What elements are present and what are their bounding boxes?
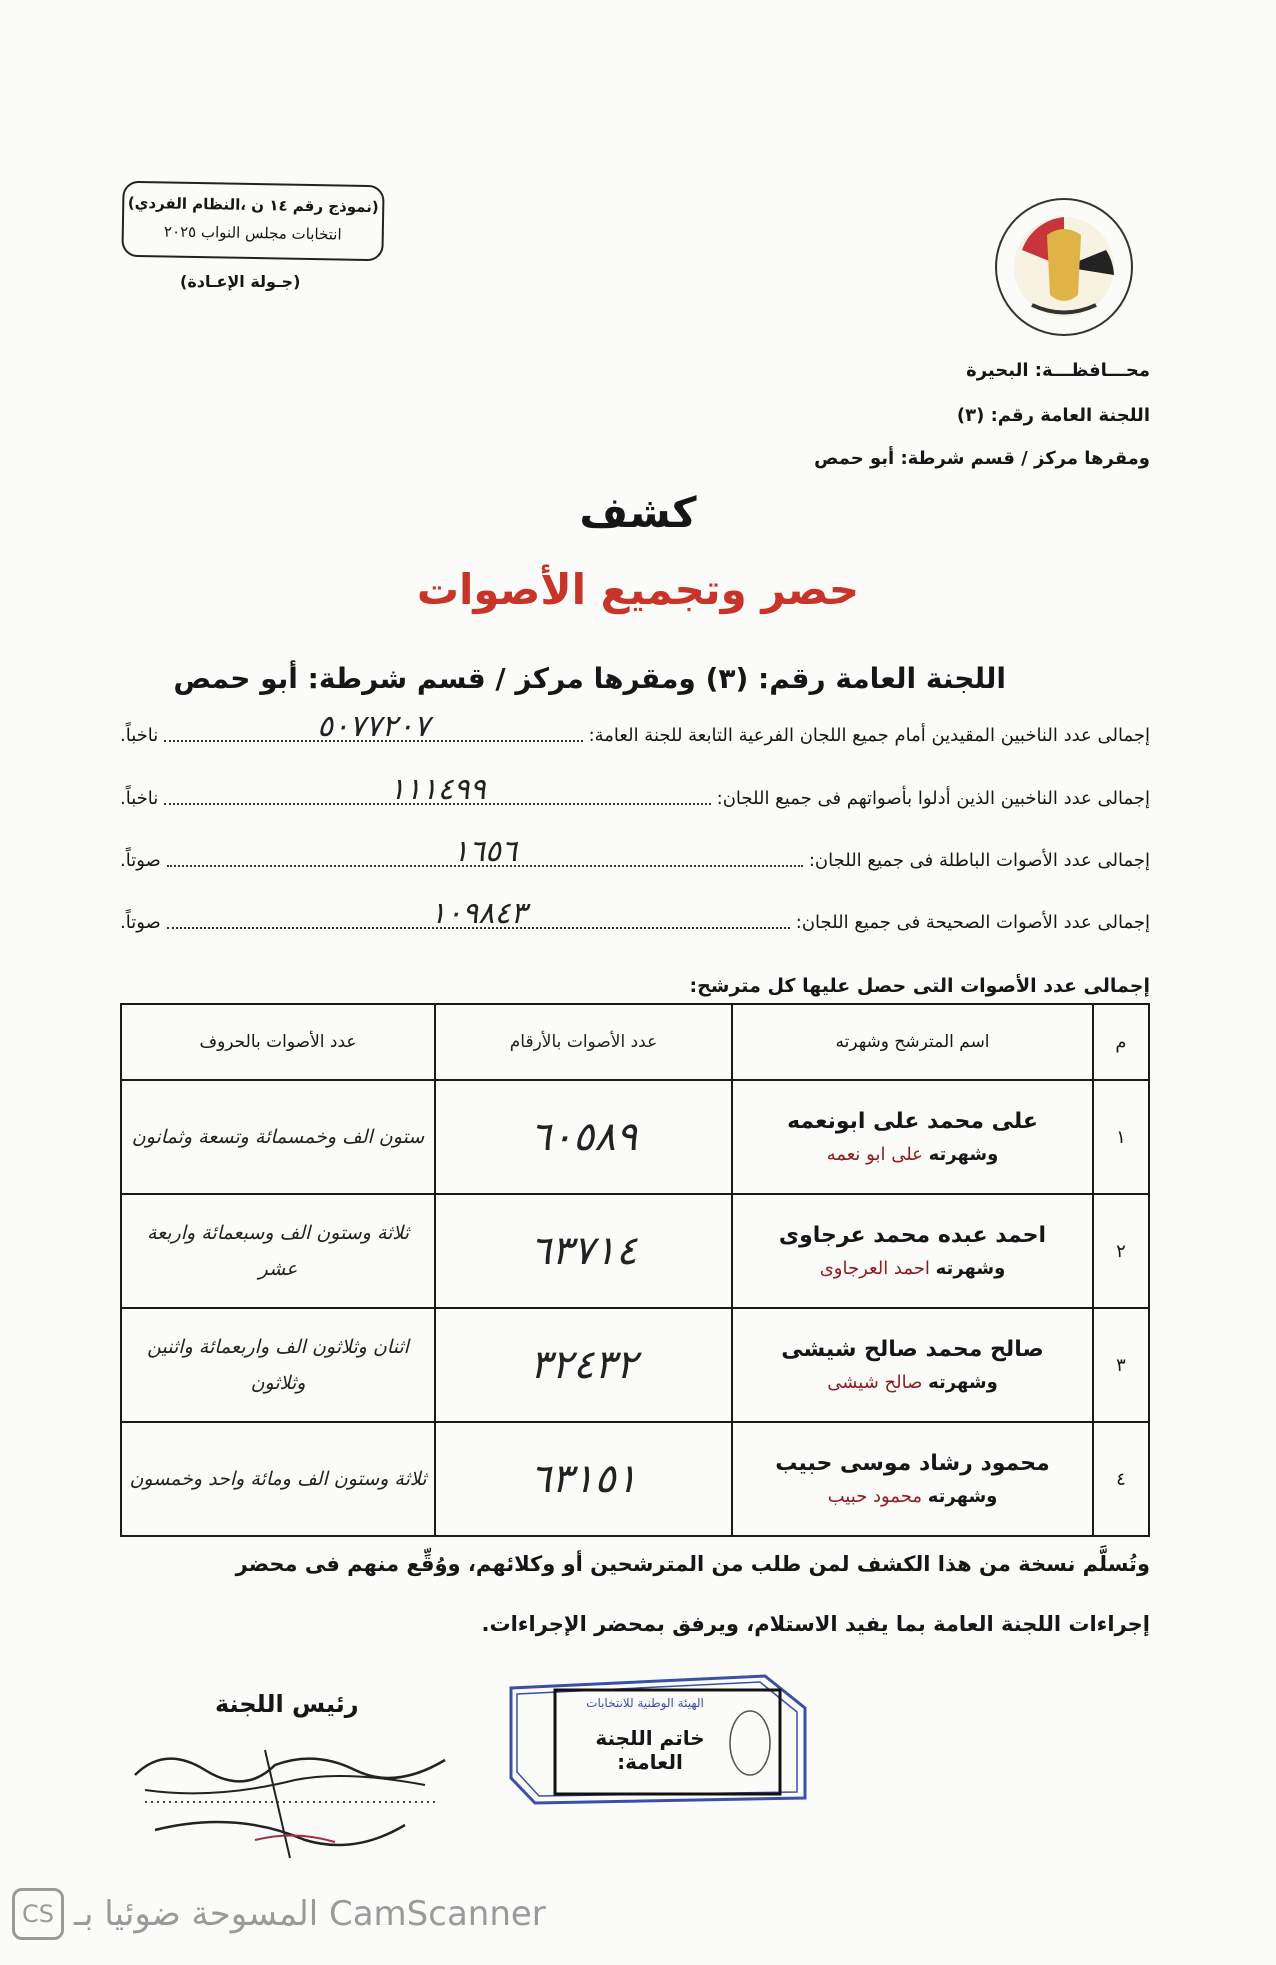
candidate-nick: صالح شيشى <box>827 1372 923 1393</box>
total-valid <box>120 896 1150 933</box>
election-name: انتخابات مجلس النواب ٢٠٢٥ <box>163 222 342 244</box>
candidates-table <box>120 1003 1150 1537</box>
row-no: ٢ <box>1093 1194 1149 1308</box>
total-value: ١٦٥٦ <box>452 834 518 869</box>
votes-words: ثلاثة وستون الف وسبعمائة واربعة عشر <box>121 1194 435 1308</box>
table-row <box>121 1080 1149 1194</box>
header-no: م <box>1093 1004 1149 1080</box>
total-label: إجمالى عدد الناخبين الذين أدلوا بأصواتهم فى جميع اللجان: <box>716 788 1150 809</box>
row-no: ٣ <box>1093 1308 1149 1422</box>
total-voted <box>120 772 1150 809</box>
total-value: ٥٠٧٧٢٠٧ <box>317 709 430 744</box>
header-words: عدد الأصوات بالحروف <box>121 1004 435 1080</box>
candidate-cell <box>732 1308 1093 1422</box>
table-row <box>121 1422 1149 1536</box>
camscanner-logo-icon: CS <box>12 1888 64 1940</box>
committee-number: اللجنة العامة رقم: (٣) <box>956 405 1150 426</box>
nick-prefix: وشهرته <box>928 1144 999 1165</box>
votes-digits: ٣٢٤٣٢ <box>435 1308 732 1422</box>
candidate-name: صالح محمد صالح شيشى <box>781 1337 1044 1362</box>
row-no: ٤ <box>1093 1422 1149 1536</box>
committee-heading: اللجنة العامة رقم: (٣) ومقرها مركز / قسم شرطة: أبو حمص <box>173 662 1006 695</box>
row-no: ١ <box>1093 1080 1149 1194</box>
governorate: محـــافظـــة: البحيرة <box>966 360 1150 381</box>
form-number: (نموذج رقم ١٤ ن ،النظام الفردي) <box>127 193 379 217</box>
total-unit: ناخباً. <box>120 788 159 809</box>
document-title: كشف <box>579 488 697 537</box>
total-label: إجمالى عدد الأصوات الباطلة فى جميع اللجان: <box>808 850 1150 871</box>
form-number-box <box>121 181 384 262</box>
watermark-text: CamScanner المسوحة ضوئيا بـ <box>74 1894 546 1934</box>
nick-prefix: وشهرته <box>935 1258 1006 1279</box>
votes-digits: ٦٣١٥١ <box>435 1422 732 1536</box>
total-value: ١٠٩٨٤٣ <box>429 896 527 931</box>
nick-prefix: وشهرته <box>927 1486 998 1507</box>
candidate-name: احمد عبده محمد عرجاوى <box>778 1223 1047 1248</box>
votes-words: ثلاثة وستون الف ومائة واحد وخمسون <box>121 1422 435 1536</box>
total-unit: صوتاً. <box>120 850 161 871</box>
candidate-cell <box>732 1080 1093 1194</box>
election-authority-logo <box>992 195 1137 340</box>
chair-signature <box>125 1730 455 1860</box>
total-value: ١١١٤٩٩ <box>389 772 486 807</box>
candidate-cell <box>732 1422 1093 1536</box>
candidate-nick: احمد العرجاوى <box>819 1258 930 1279</box>
committee-stamp <box>505 1668 825 1813</box>
delivery-note-line1: وتُسلَّم نسخة من هذا الكشف لمن طلب من المترشحين أو وكلائهم، ووُقِّع منهم فى محضر <box>235 1552 1150 1576</box>
candidates-label: إجمالى عدد الأصوات التى حصل عليها كل مترشح: <box>689 975 1150 997</box>
votes-digits: ٦٣٧١٤ <box>435 1194 732 1308</box>
total-unit: صوتاً. <box>120 912 161 933</box>
votes-words: ستون الف وخمسمائة وتسعة وثمانون <box>121 1080 435 1194</box>
candidate-nick: على ابو نعمه <box>826 1144 923 1165</box>
table-header <box>121 1004 1149 1080</box>
candidate-nick: محمود حبيب <box>827 1486 922 1507</box>
candidate-cell <box>732 1194 1093 1308</box>
total-unit: ناخباً. <box>120 725 159 746</box>
delivery-note-line2: إجراءات اللجنة العامة بما يفيد الاستلام، ويرفق بمحضر الإجراءات. <box>481 1612 1150 1636</box>
camscanner-watermark <box>12 1888 546 1940</box>
table-row <box>121 1194 1149 1308</box>
total-label: إجمالى عدد الأصوات الصحيحة فى جميع اللجان: <box>795 912 1150 933</box>
header-digits: عدد الأصوات بالأرقام <box>435 1004 732 1080</box>
votes-words: اثنان وثلاثون الف واربعمائة واثنين وثلاثون <box>121 1308 435 1422</box>
candidate-name: على محمد على ابونعمه <box>787 1109 1038 1134</box>
votes-digits: ٦٠٥٨٩ <box>435 1080 732 1194</box>
round-label: (جـولة الإعـادة) <box>180 272 301 291</box>
candidate-name: محمود رشاد موسى حبيب <box>775 1451 1050 1476</box>
stamp-authority: الهيئة الوطنية للانتخابات <box>586 1696 704 1710</box>
committee-seat: ومقرها مركز / قسم شرطة: أبو حمص <box>814 448 1150 469</box>
stamp-label: خاتم اللجنة العامة: <box>595 1726 705 1774</box>
total-invalid <box>120 834 1150 871</box>
document-subtitle: حصر وتجميع الأصوات <box>416 565 860 614</box>
table-row <box>121 1308 1149 1422</box>
total-registered <box>120 709 1150 746</box>
chair-label: رئيس اللجنة <box>215 1690 359 1718</box>
header-name: اسم المترشح وشهرته <box>732 1004 1093 1080</box>
nick-prefix: وشهرته <box>928 1372 998 1393</box>
total-label: إجمالى عدد الناخبين المقيدين أمام جميع اللجان الفرعية التابعة للجنة العامة: <box>588 725 1150 746</box>
